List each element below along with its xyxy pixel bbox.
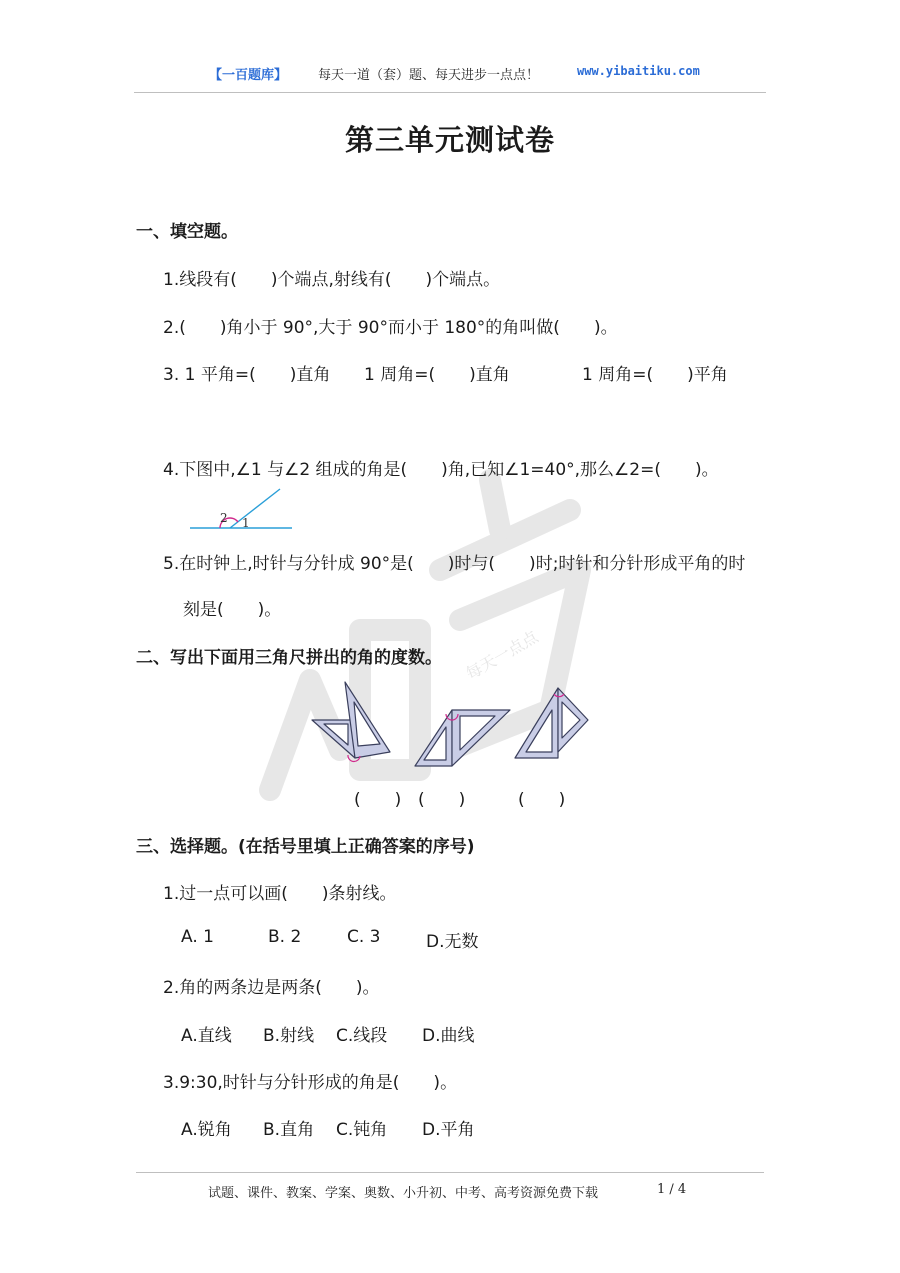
section2-heading: 二、写出下面用三角尺拼出的角的度数。 — [136, 648, 442, 668]
question-1-4: 4.下图中,∠1 与∠2 组成的角是( )角,已知∠1=40°,那么∠2=( )。 — [163, 460, 719, 480]
question-1-3-part3: 1 周角=( )平角 — [582, 365, 728, 385]
ruler-answer-3: ( ) — [518, 790, 566, 810]
question-3-3: 3.9:30,时针与分针形成的角是( )。 — [163, 1073, 458, 1093]
q3-3-option-a: A.锐角 — [181, 1120, 232, 1140]
angle-figure — [186, 485, 296, 533]
page-number: 1 / 4 — [657, 1182, 687, 1197]
footer-text: 试题、课件、教案、学案、奥数、小升初、中考、高考资源免费下载 — [208, 1186, 599, 1201]
section3-heading: 三、选择题。(在括号里填上正确答案的序号) — [136, 837, 475, 857]
question-3-2: 2.角的两条边是两条( )。 — [163, 978, 380, 998]
q3-2-option-c: C.线段 — [336, 1026, 388, 1046]
q3-1-option-c: C. 3 — [347, 927, 381, 947]
question-1-3-part1: 3. 1 平角=( )直角 — [163, 365, 331, 385]
header-slogan: 每天一道（套）题、每天进步一点点！ — [318, 68, 540, 83]
question-1-1: 1.线段有( )个端点,射线有( )个端点。 — [163, 270, 501, 290]
ruler-answer-2: ( ) — [418, 790, 466, 810]
header-brand: 【一百题库】 — [209, 68, 288, 83]
question-1-5-line1: 5.在时钟上,时针与分针成 90°是( )时与( )时;时针和分针形成平角的时 — [163, 554, 746, 574]
question-1-5-line2: 刻是( )。 — [183, 600, 282, 620]
section1-heading: 一、填空题。 — [136, 222, 238, 242]
header-url-link[interactable]: www.yibaitiku.com — [577, 64, 700, 78]
q3-1-option-d: D.无数 — [426, 932, 479, 952]
svg-text:每天一点点: 每天一点点 — [462, 627, 542, 684]
q3-3-option-d: D.平角 — [422, 1120, 475, 1140]
angle-label-2: 2 — [220, 511, 228, 525]
q3-2-option-d: D.曲线 — [422, 1026, 475, 1046]
page-title: 第三单元测试卷 — [344, 123, 555, 157]
q3-2-option-a: A.直线 — [181, 1026, 232, 1046]
triangle-rulers-figure — [300, 680, 600, 780]
ruler-pair-1 — [312, 682, 390, 762]
q3-1-option-a: A. 1 — [181, 927, 214, 947]
question-1-2: 2.( )角小于 90°,大于 90°而小于 180°的角叫做( )。 — [163, 318, 618, 338]
q3-3-option-b: B.直角 — [263, 1120, 315, 1140]
q3-1-option-b: B. 2 — [268, 927, 302, 947]
ruler-pair-2 — [415, 710, 510, 766]
header-divider — [134, 92, 766, 93]
q3-2-option-b: B.射线 — [263, 1026, 315, 1046]
angle-label-1: 1 — [242, 516, 250, 530]
ruler-pair-3 — [515, 688, 588, 758]
question-3-1: 1.过一点可以画( )条射线。 — [163, 884, 397, 904]
q3-3-option-c: C.钝角 — [336, 1120, 388, 1140]
question-1-3-part2: 1 周角=( )直角 — [364, 365, 510, 385]
footer-divider — [136, 1172, 764, 1173]
ruler-answer-1: ( ) — [354, 790, 402, 810]
